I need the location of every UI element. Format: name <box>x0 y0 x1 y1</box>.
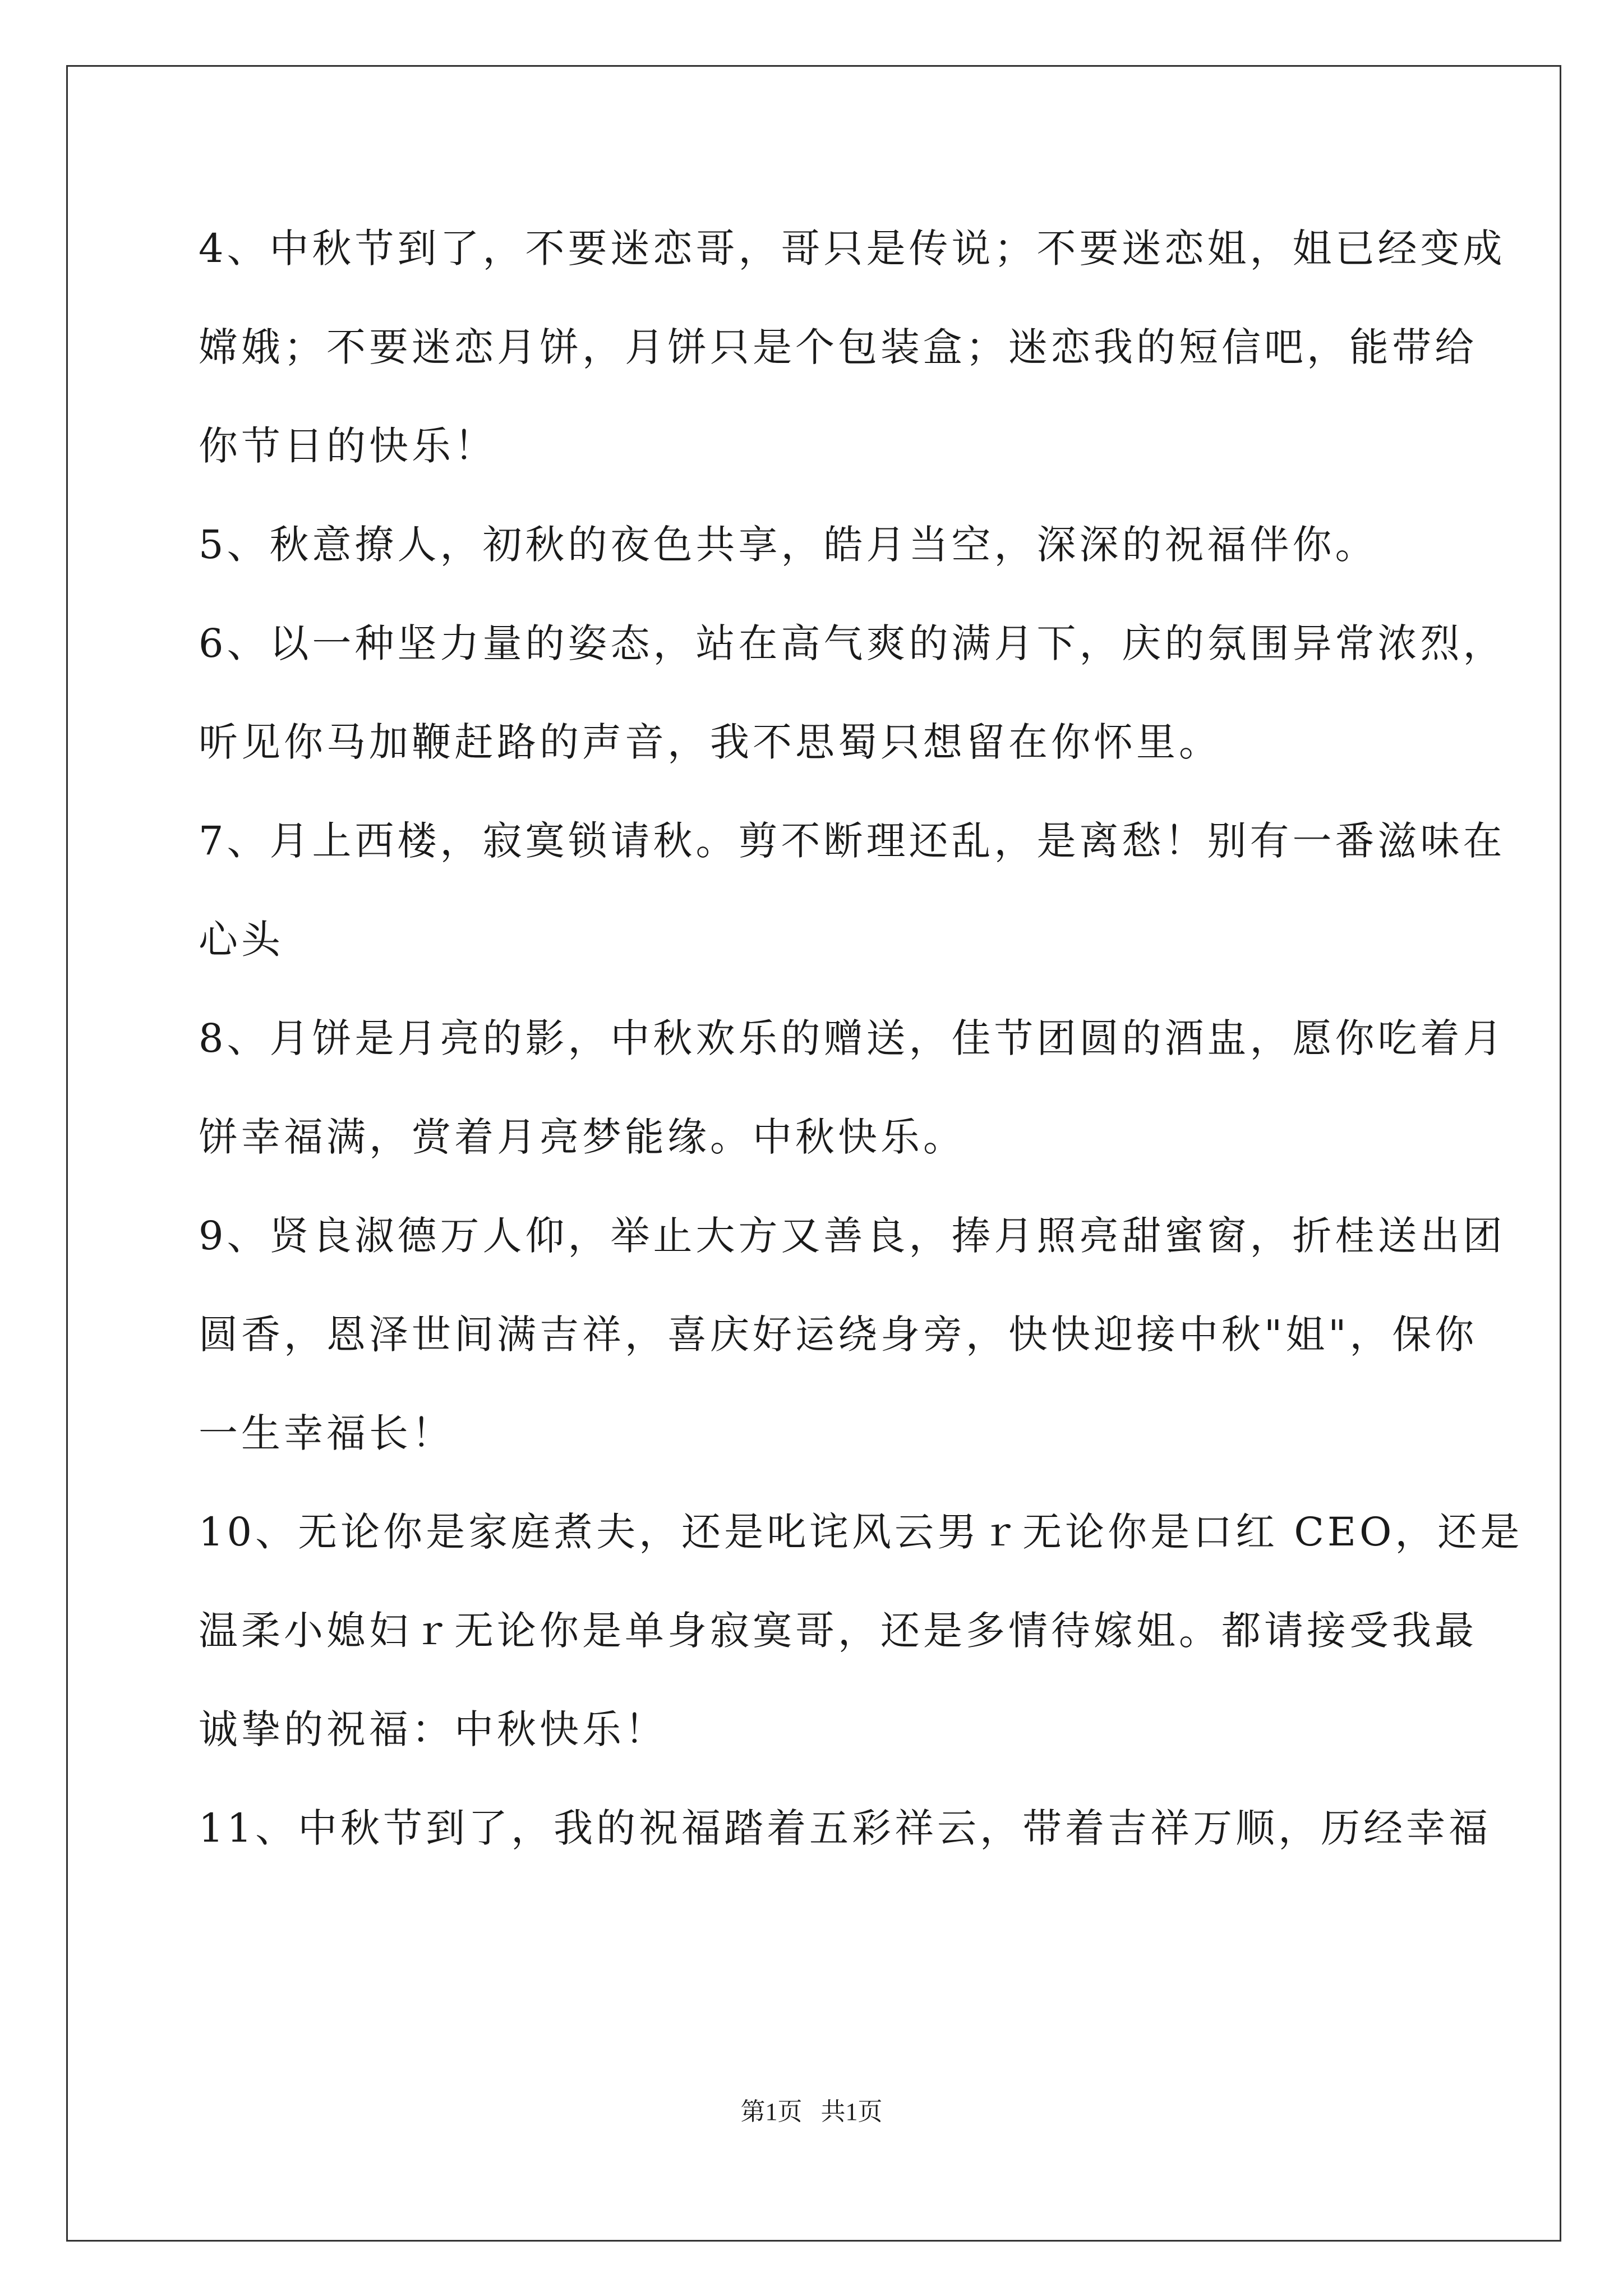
text-line-8: 心头 <box>199 917 284 963</box>
text-line-10: 饼幸福满，赏着月亮梦能缘。中秋快乐。 <box>199 1114 966 1160</box>
text-line-14: 10、无论你是家庭煮夫，还是叱诧风云男ｒ无论你是口红 CEO，还是 <box>199 1509 1523 1555</box>
text-line-12: 圆香，恩泽世间满吉祥，喜庆好运绕身旁，快快迎接中秋"姐"，保你 <box>199 1312 1478 1358</box>
text-line-11: 9、贤良淑德万人仰，举止大方又善良，捧月照亮甜蜜窗，折桂送出团 <box>199 1213 1506 1259</box>
text-line-5: 6、以一种坚力量的姿态，站在高气爽的满月下，庆的氛围异常浓烈， <box>199 620 1506 666</box>
text-line-2: 嫦娥；不要迷恋月饼，月饼只是个包装盒；迷恋我的短信吧，能带给 <box>199 324 1477 370</box>
text-line-6: 听见你马加鞭赶路的声音，我不思蜀只想留在你怀里。 <box>199 719 1221 765</box>
text-line-9: 8、月饼是月亮的影，中秋欢乐的赠送，佳节团圆的酒盅，愿你吃着月 <box>199 1015 1506 1061</box>
document-body <box>199 224 1523 1903</box>
text-line-7: 7、月上西楼，寂寞锁请秋。剪不断理还乱，是离愁！别有一番滋味在 <box>199 818 1506 864</box>
text-line-4: 5、秋意撩人，初秋的夜色共享，皓月当空，深深的祝福伴你。 <box>199 522 1378 568</box>
text-line-17: 11、中秋节到了，我的祝福踏着五彩祥云，带着吉祥万顺，历经幸福 <box>199 1805 1492 1851</box>
text-line-16: 诚挚的祝福：中秋快乐！ <box>199 1706 667 1752</box>
text-line-13: 一生幸福长！ <box>199 1410 454 1456</box>
text-line-1: 4、中秋节到了，不要迷恋哥，哥只是传说；不要迷恋姐，姐已经变成 <box>199 226 1506 272</box>
text-line-15: 温柔小媳妇ｒ无论你是单身寂寞哥，还是多情待嫁姐。都请接受我最 <box>199 1608 1477 1654</box>
text-line-3: 你节日的快乐！ <box>199 423 497 469</box>
page-number-footer: 第1页 共1页 <box>740 2098 883 2125</box>
